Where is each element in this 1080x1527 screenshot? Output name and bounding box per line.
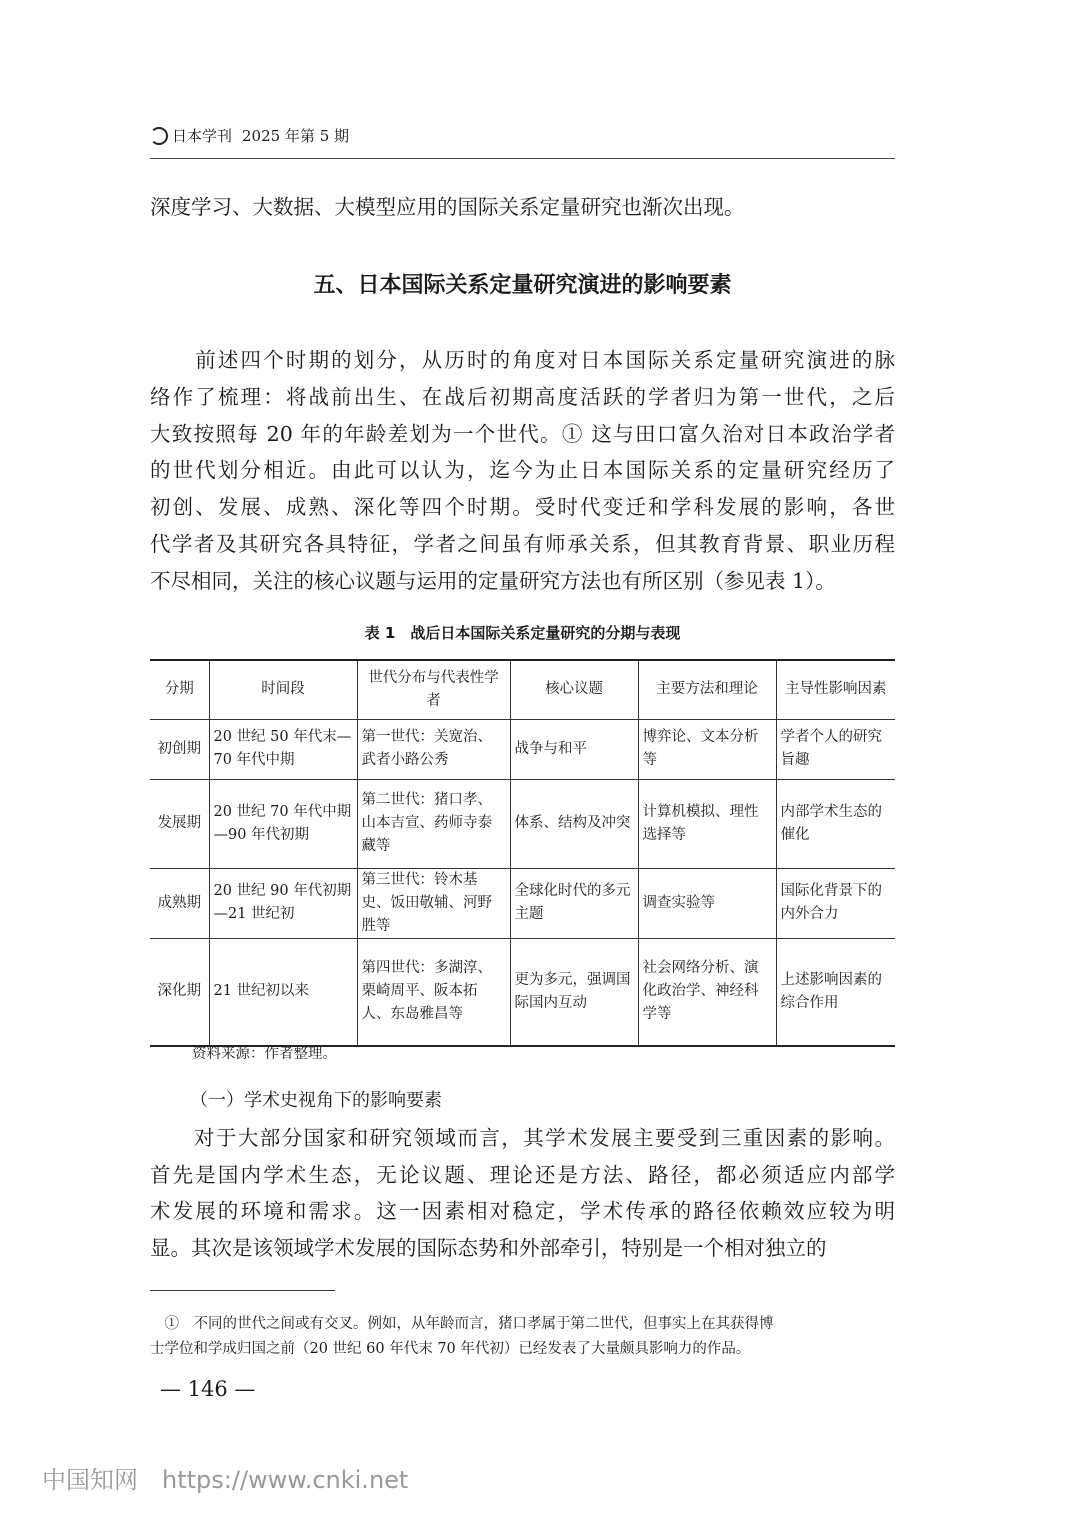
table-cell: 更为多元，强调国际国内互动 [510, 938, 638, 1046]
table-cell: 体系、结构及冲突 [510, 779, 638, 868]
cnki-watermark: 中国知网 https://www.cnki.net [42, 1466, 409, 1494]
paragraph-line: 前述四个时期的划分，从历时的角度对日本国际关系定量研究演进的脉 [150, 348, 895, 372]
table-row [150, 938, 895, 1046]
table-row [150, 868, 895, 938]
table-cell: 初创期 [150, 719, 209, 779]
intro-line: 深度学习、大数据、大模型应用的国际关系定量研究也渐次出现。 [150, 195, 745, 219]
section-title: 五、日本国际关系定量研究演进的影响要素 [313, 273, 732, 298]
column-header: 主导性影响因素 [776, 660, 895, 719]
paragraph-line: 的世代划分相近。由此可以认为，迄今为止日本国际关系的定量研究经历了 [150, 458, 895, 483]
table-cell: 战争与和平 [510, 719, 638, 779]
table-cell: 发展期 [150, 779, 209, 868]
table-row [150, 779, 895, 868]
column-header: 分期 [150, 660, 209, 719]
paragraph-line: 首先是国内学术生态，无论议题、理论还是方法、路径，都必须适应内部学 [150, 1162, 895, 1187]
paragraph-line: 代学者及其研究各具特征，学者之间虽有师承关系，但其教育背景、职业历程 [150, 532, 895, 556]
table-cell: 第一世代：关宽治、武者小路公秀 [357, 719, 510, 779]
table-cell: 社会网络分析、演化政治学、神经科学等 [638, 938, 776, 1046]
journal-logo-icon [150, 127, 168, 145]
footnote-rule [150, 1290, 335, 1291]
paragraph-line: 初创、发展、成熟、深化等四个时期。受时代变迁和学科发展的影响，各世 [150, 495, 895, 520]
paragraph-line: 络作了梳理：将战前出生、在战后初期高度活跃的学者归为第一世代，之后 [150, 384, 895, 409]
table-cell: 博弈论、文本分析等 [638, 719, 776, 779]
table-header-row [150, 660, 895, 719]
journal-issue: 2025 年第 5 期 [242, 127, 350, 145]
column-header: 时间段 [209, 660, 357, 719]
table-cell: 第三世代：铃木基史、饭田敬辅、河野胜等 [357, 868, 510, 938]
table-cell: 全球化时代的多元主题 [510, 868, 638, 938]
footnote-line: ① 不同的世代之间或有交叉。例如，从年龄而言，猪口孝属于第二世代，但事实上在其获得博 [150, 1316, 774, 1332]
table-cell: 20 世纪 70 年代中期—90 年代初期 [209, 779, 357, 868]
column-header: 世代分布与代表性学者 [357, 660, 510, 719]
table-cell: 学者个人的研究旨趣 [776, 719, 895, 779]
page-number: — 146 — [160, 1377, 256, 1401]
table-cell: 成熟期 [150, 868, 209, 938]
table-cell: 国际化背景下的内外合力 [776, 868, 895, 938]
subsection-title: （一）学术史视角下的影响要素 [190, 1090, 442, 1111]
paragraph-line: 显。其次是该领域学术发展的国际态势和外部牵引，特别是一个相对独立的 [150, 1235, 827, 1260]
table-cell: 第二世代：猪口孝、山本吉宣、药师寺泰藏等 [357, 779, 510, 868]
table-cell: 20 世纪 50 年代末—70 年代中期 [209, 719, 357, 779]
column-header: 主要方法和理论 [638, 660, 776, 719]
footnote-line: 士学位和学成归国之前（20 世纪 60 年代末 70 年代初）已经发表了大量颇具影响力的作品。 [150, 1341, 751, 1357]
column-header: 核心议题 [510, 660, 638, 719]
table-source: 资料来源：作者整理。 [192, 1046, 337, 1062]
table-cell: 调查实验等 [638, 868, 776, 938]
paragraph-line: 对于大部分国家和研究领域而言，其学术发展主要受到三重因素的影响。 [150, 1126, 895, 1150]
table-cell: 深化期 [150, 938, 209, 1046]
header-rule [150, 158, 895, 159]
periodization-table [150, 659, 895, 1047]
paragraph-line: 大致按照每 20 年的年龄差划为一个世代。① 这与田口富久治对日本政治学者 [150, 421, 895, 446]
paragraph-line: 术发展的环境和需求。这一因素相对稳定，学术传承的路径依赖效应较为明 [150, 1199, 895, 1223]
running-header [150, 125, 349, 146]
journal-name: 日本学刊 [172, 127, 233, 145]
table-row [150, 719, 895, 779]
paragraph-line: 不尽相同，关注的核心议题与运用的定量研究方法也有所区别（参见表 1）。 [150, 568, 836, 593]
table-cell: 上述影响因素的综合作用 [776, 938, 895, 1046]
table-cell: 第四世代：多湖淳、栗崎周平、阪本拓人、东岛雅昌等 [357, 938, 510, 1046]
table-cell: 20 世纪 90 年代初期—21 世纪初 [209, 868, 357, 938]
table-cell: 计算机模拟、理性选择等 [638, 779, 776, 868]
table-cell: 21 世纪初以来 [209, 938, 357, 1046]
table-cell: 内部学术生态的催化 [776, 779, 895, 868]
table-caption: 表 1 战后日本国际关系定量研究的分期与表现 [364, 624, 681, 642]
